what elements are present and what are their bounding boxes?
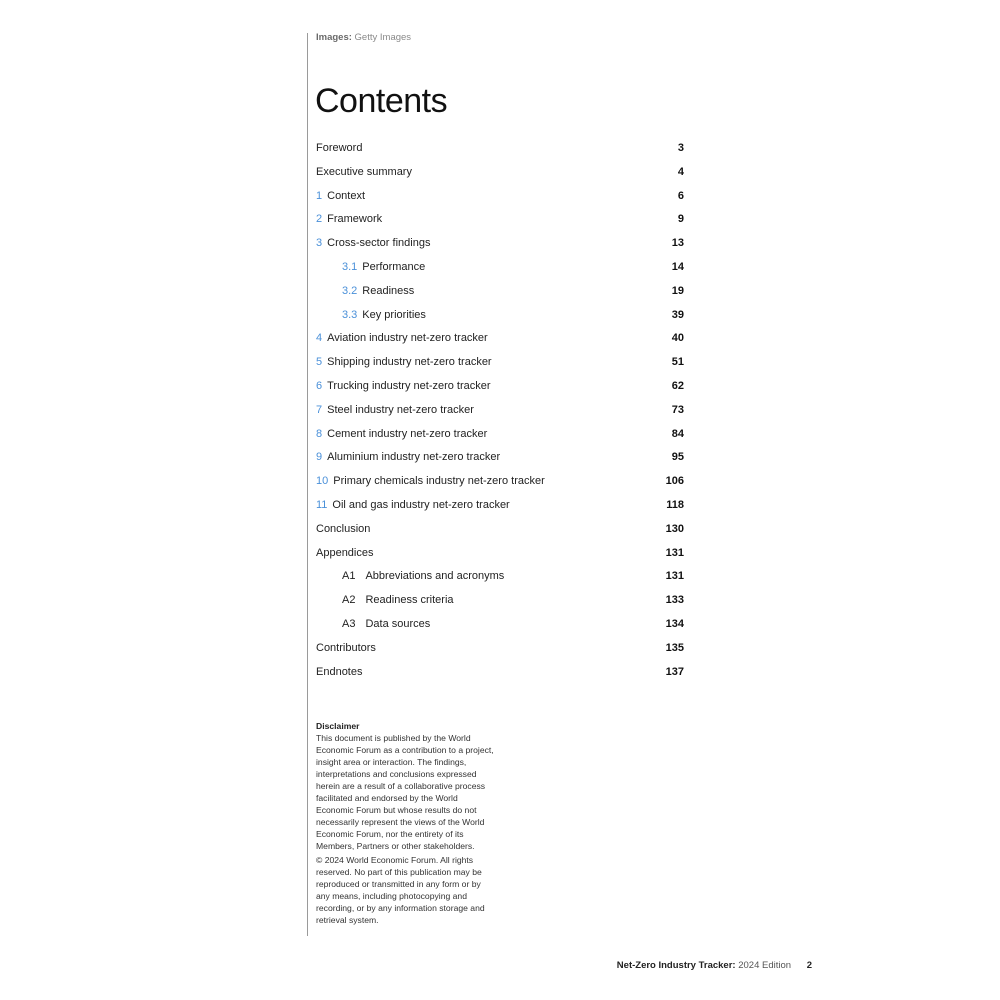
toc-entry-number: 4 xyxy=(316,332,323,345)
toc-entry-page: 3 xyxy=(677,142,684,154)
toc-entry-number: 7 xyxy=(316,403,323,416)
toc-entry-page: 39 xyxy=(671,308,684,321)
toc-entry-page: 13 xyxy=(671,237,684,250)
toc-entry[interactable] xyxy=(316,589,684,613)
toc-entry[interactable] xyxy=(316,208,684,232)
toc-entry-label: Foreword xyxy=(316,142,363,154)
toc-entry-number: 9 xyxy=(316,451,323,464)
toc-entry-title xyxy=(316,661,362,685)
toc-entry[interactable] xyxy=(316,327,684,351)
toc-entry-title xyxy=(316,137,362,161)
toc-entry-label: Conclusion xyxy=(316,522,371,535)
toc-entry[interactable] xyxy=(316,542,684,566)
toc-entry[interactable] xyxy=(316,565,684,589)
toc-entry-label: Key priorities xyxy=(362,308,426,321)
image-credit-label: Images: xyxy=(316,32,352,43)
toc-entry-title xyxy=(316,256,425,280)
toc-entry-page: 6 xyxy=(677,189,684,202)
toc-entry-title xyxy=(316,542,374,566)
toc-entry[interactable] xyxy=(316,137,684,161)
toc-entry-page: 14 xyxy=(671,260,684,273)
toc-entry-label: Framework xyxy=(327,213,383,226)
toc-entry-title xyxy=(316,589,454,613)
toc-entry[interactable] xyxy=(316,661,684,685)
toc-entry-number: A1 xyxy=(342,570,356,583)
toc-entry[interactable] xyxy=(316,446,684,470)
toc-entry-page: 4 xyxy=(677,165,684,178)
toc-entry[interactable] xyxy=(316,637,684,661)
toc-entry-title xyxy=(316,208,382,232)
toc-entry-number: 3.1 xyxy=(342,260,358,273)
toc-entry-title xyxy=(316,565,504,589)
toc-entry-title xyxy=(316,280,414,304)
toc-entry-page: 130 xyxy=(665,522,684,535)
toc-entry-page: 73 xyxy=(671,403,684,416)
toc-entry-number: 11 xyxy=(316,498,328,511)
toc-entry-page: 51 xyxy=(671,356,684,369)
toc-entry-title xyxy=(316,494,510,518)
toc-entry-label: Readiness xyxy=(362,284,415,297)
toc-entry[interactable] xyxy=(316,256,684,280)
toc-entry-number: 5 xyxy=(316,356,323,369)
toc-entry-title xyxy=(316,185,365,209)
toc-entry-number: A3 xyxy=(342,617,356,630)
toc-entry-number: 8 xyxy=(316,427,323,440)
toc-entry[interactable] xyxy=(316,613,684,637)
toc-entry-number: 6 xyxy=(316,379,323,392)
toc-entry[interactable] xyxy=(316,161,684,185)
toc-entry-label: Aviation industry net-zero tracker xyxy=(327,332,488,345)
toc-entry-title xyxy=(316,161,412,185)
image-credit xyxy=(316,32,411,43)
toc-entry-label: Shipping industry net-zero tracker xyxy=(327,356,492,369)
footer-publication: Net-Zero Industry Tracker: xyxy=(616,960,736,971)
toc-entry[interactable] xyxy=(316,375,684,399)
footer-edition: 2024 Edition xyxy=(738,960,792,971)
toc-entry-number: 1 xyxy=(316,189,323,202)
image-credit-value: Getty Images xyxy=(354,32,412,43)
toc-entry-title xyxy=(316,351,492,375)
toc-entry-page: 9 xyxy=(677,213,684,226)
toc-entry-page: 137 xyxy=(665,665,684,678)
toc-entry-label: Aluminium industry net-zero tracker xyxy=(327,451,501,464)
disclaimer xyxy=(316,720,496,926)
toc-entry-number: 3.3 xyxy=(342,308,358,321)
toc-entry-number: A2 xyxy=(342,594,356,607)
toc-entry-page: 131 xyxy=(665,546,684,559)
toc-entry-page: 106 xyxy=(665,475,684,488)
toc-entry-label: Abbreviations and acronyms xyxy=(365,570,505,583)
toc-entry-label: Performance xyxy=(362,260,426,273)
toc-entry-page: 62 xyxy=(671,379,684,392)
toc-entry[interactable] xyxy=(316,232,684,256)
toc-entry-number: 10 xyxy=(316,475,329,488)
toc-entry-label: Cross-sector findings xyxy=(327,237,431,250)
disclaimer-heading: Disclaimer xyxy=(316,721,360,731)
toc-entry-label: Appendices xyxy=(316,546,374,559)
toc-entry-label: Endnotes xyxy=(316,665,363,678)
page-footer xyxy=(617,960,812,971)
toc-entry-label: Oil and gas industry net-zero tracker xyxy=(332,498,510,511)
toc-entry-label: Primary chemicals industry net-zero tracker xyxy=(333,475,545,488)
toc-entry-label: Steel industry net-zero tracker xyxy=(327,403,474,416)
toc-entry-label: Readiness criteria xyxy=(365,594,454,607)
toc-entry[interactable] xyxy=(316,423,684,447)
toc-entry-title xyxy=(316,470,545,494)
toc-entry-label: Context xyxy=(327,189,366,202)
toc-entry-title xyxy=(316,613,430,637)
copyright-notice: © 2024 World Economic Forum. All rights reserved. No part of this publication may be reproduced or transmitted in any form or by any means, including photocopying and recording, or by any information storage and retrieval system. xyxy=(316,855,485,925)
toc-entry-title xyxy=(316,637,376,661)
toc-entry-label: Trucking industry net-zero tracker xyxy=(327,379,491,392)
toc-entry-number: 3.2 xyxy=(342,284,358,297)
toc-entry-title xyxy=(316,375,491,399)
toc-entry-page: 19 xyxy=(671,284,684,297)
toc-entry-title xyxy=(316,304,426,328)
toc-entry[interactable] xyxy=(316,518,684,542)
table-of-contents xyxy=(316,137,684,684)
toc-entry-number: 2 xyxy=(316,213,323,226)
toc-entry[interactable] xyxy=(316,494,684,518)
toc-entry-page: 118 xyxy=(666,498,684,511)
toc-entry-title xyxy=(316,327,488,351)
toc-entry[interactable] xyxy=(316,304,684,328)
toc-entry-title xyxy=(316,423,487,447)
toc-entry-page: 133 xyxy=(665,594,684,607)
vertical-rule xyxy=(307,33,308,936)
toc-entry-page: 40 xyxy=(671,332,684,345)
toc-entry[interactable] xyxy=(316,280,684,304)
toc-entry-title xyxy=(316,518,370,542)
toc-entry-number: 3 xyxy=(316,237,323,250)
toc-entry[interactable] xyxy=(316,351,684,375)
toc-entry-page: 95 xyxy=(671,451,684,464)
toc-entry[interactable] xyxy=(316,399,684,423)
toc-entry-label: Contributors xyxy=(316,641,376,654)
toc-entry-label: Executive summary xyxy=(316,165,412,178)
page-title: Contents xyxy=(315,82,448,120)
disclaimer-body: This document is published by the World Economic Forum as a contribution to a project, insight area or interaction. The findings, interpretations and conclusions expressed herein are a result of a collaborative process facilitated and endorsed by the World Economic Forum but whose results do not necessarily represent the views of the World Economic Forum, nor the entirety of its Members, Partners or other stakeholders. xyxy=(316,733,494,851)
toc-entry-title xyxy=(316,232,430,256)
toc-entry-label: Data sources xyxy=(365,617,431,630)
toc-entry[interactable] xyxy=(316,470,684,494)
toc-entry[interactable] xyxy=(316,185,684,209)
toc-entry-label: Cement industry net-zero tracker xyxy=(327,427,488,440)
toc-entry-page: 135 xyxy=(665,641,684,654)
toc-entry-page: 131 xyxy=(665,570,684,583)
toc-entry-title xyxy=(316,399,474,423)
toc-entry-title xyxy=(316,446,500,470)
page-number: 2 xyxy=(806,960,812,971)
toc-entry-page: 84 xyxy=(671,427,684,440)
toc-entry-page: 134 xyxy=(665,617,684,630)
